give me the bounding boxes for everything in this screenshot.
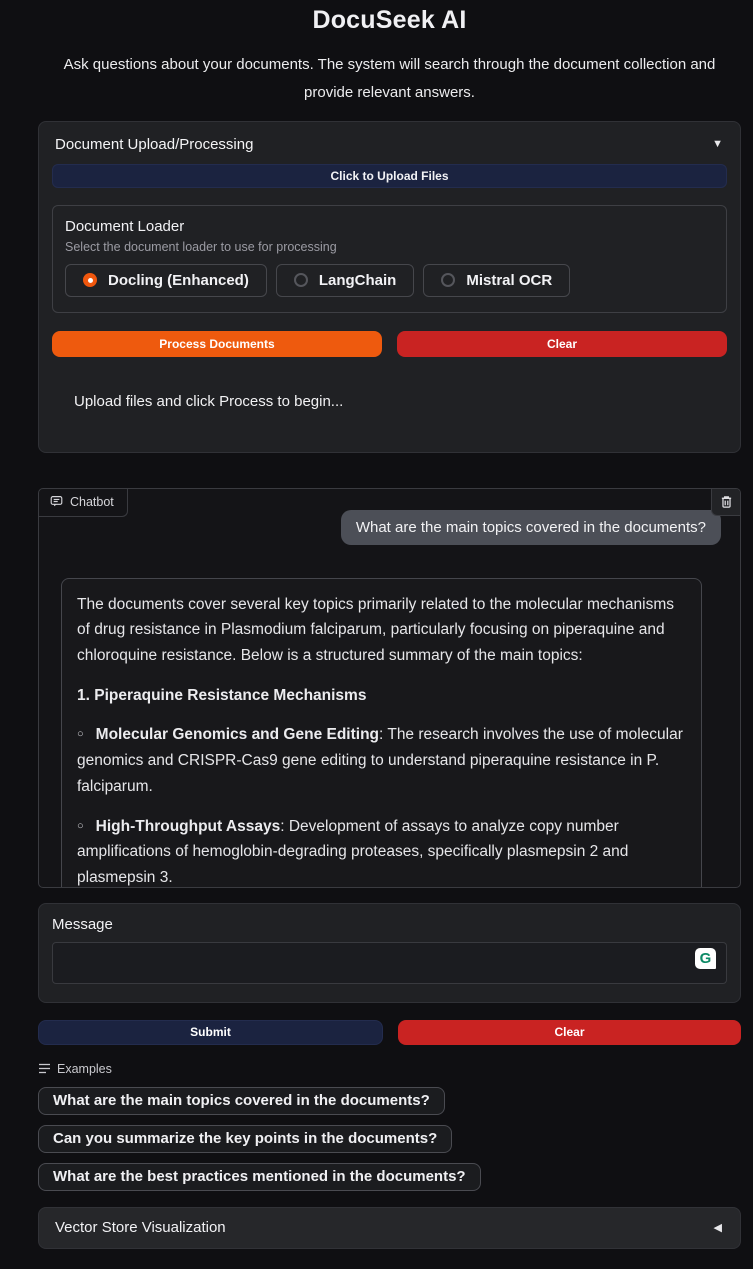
examples-label: Examples xyxy=(57,1061,112,1076)
chat-message-area xyxy=(39,489,740,888)
example-chip-main-topics[interactable]: What are the main topics covered in the documents? xyxy=(38,1087,445,1115)
upload-clear-button[interactable]: Clear xyxy=(397,331,727,357)
upload-accordion-header[interactable] xyxy=(52,134,727,153)
page-subtitle: Ask questions about your documents. The system will search through the document collection and provide relevant answers. xyxy=(63,56,716,101)
example-chip-summarize[interactable]: Can you summarize the key points in the documents? xyxy=(38,1125,452,1153)
document-loader-label: Document Loader xyxy=(65,217,185,235)
document-loader-info: Select the document loader to use for processing xyxy=(65,239,337,254)
clear-chat-button[interactable] xyxy=(711,489,740,516)
trash-icon xyxy=(720,495,733,509)
example-chip-best-practices[interactable]: What are the best practices mentioned in the documents? xyxy=(38,1163,481,1191)
radio-unselected-icon xyxy=(294,273,308,287)
bot-message-bubble xyxy=(61,578,702,888)
radio-unselected-icon xyxy=(441,273,455,287)
chatbot-panel xyxy=(38,488,741,888)
message-input[interactable] xyxy=(52,942,727,984)
message-panel xyxy=(38,903,741,1003)
examples-list-icon xyxy=(38,1063,51,1074)
vector-store-title: Vector Store Visualization xyxy=(55,1219,226,1236)
radio-option-label: LangChain xyxy=(318,271,397,289)
grammarly-letter: G xyxy=(699,949,712,967)
bot-bullet-item: ○ Molecular Genomics and Gene Editing: The research involves the use of molecular genomics and CRISPR-Cas9 gene editing to understand piperaquine resistance in P. falciparum. xyxy=(77,726,683,795)
bot-section-heading: 1. Piperaquine Resistance Mechanisms xyxy=(77,686,367,704)
radio-selected-icon xyxy=(83,273,97,287)
vector-store-accordion-header[interactable] xyxy=(38,1207,741,1249)
bullet-circle-icon: ○ xyxy=(77,819,84,832)
radio-option-label: Mistral OCR xyxy=(466,271,553,289)
radio-option-mistral-ocr[interactable] xyxy=(423,264,570,297)
chat-bubble-icon xyxy=(50,495,63,508)
upload-files-button[interactable]: Click to Upload Files xyxy=(52,164,727,188)
chatbot-label: Chatbot xyxy=(70,494,114,509)
upload-panel xyxy=(38,121,741,453)
examples-section xyxy=(38,1062,741,1191)
processing-status-text: Upload files and click Process to begin... xyxy=(74,392,344,410)
chat-clear-button[interactable]: Clear xyxy=(398,1020,741,1045)
radio-option-langchain[interactable] xyxy=(276,264,415,297)
radio-option-docling[interactable] xyxy=(65,264,267,297)
grammarly-icon[interactable] xyxy=(695,948,716,969)
user-message-bubble: What are the main topics covered in the documents? xyxy=(341,510,721,545)
process-documents-button[interactable]: Process Documents xyxy=(52,331,382,357)
bot-intro-paragraph: The documents cover several key topics primarily related to the molecular mechanisms of drug resistance in Plasmodium falciparum, particularly focusing on piperaquine and chloroquine resistance. Below is a structured summary of the main topics: xyxy=(77,595,674,664)
main-container xyxy=(38,0,741,1249)
upload-accordion-title: Document Upload/Processing xyxy=(55,135,254,153)
bullet-circle-icon: ○ xyxy=(77,728,84,741)
document-loader-group xyxy=(52,205,727,313)
loader-radio-group xyxy=(65,264,714,297)
message-label: Message xyxy=(52,915,113,933)
bot-bullet-item: ○ High-Throughput Assays: Development of assays to analyze copy number amplifications of hemoglobin-degrading proteases, specifically plasmepsin 2 and plasmepsin 3. xyxy=(77,817,629,886)
radio-option-label: Docling (Enhanced) xyxy=(108,271,249,289)
accordion-collapsed-icon: ◀ xyxy=(713,1222,722,1234)
chatbot-label-tab xyxy=(39,489,128,517)
submit-button[interactable]: Submit xyxy=(38,1020,383,1045)
accordion-open-icon: ▼ xyxy=(712,138,723,150)
page-title: DocuSeek AI xyxy=(312,6,467,34)
